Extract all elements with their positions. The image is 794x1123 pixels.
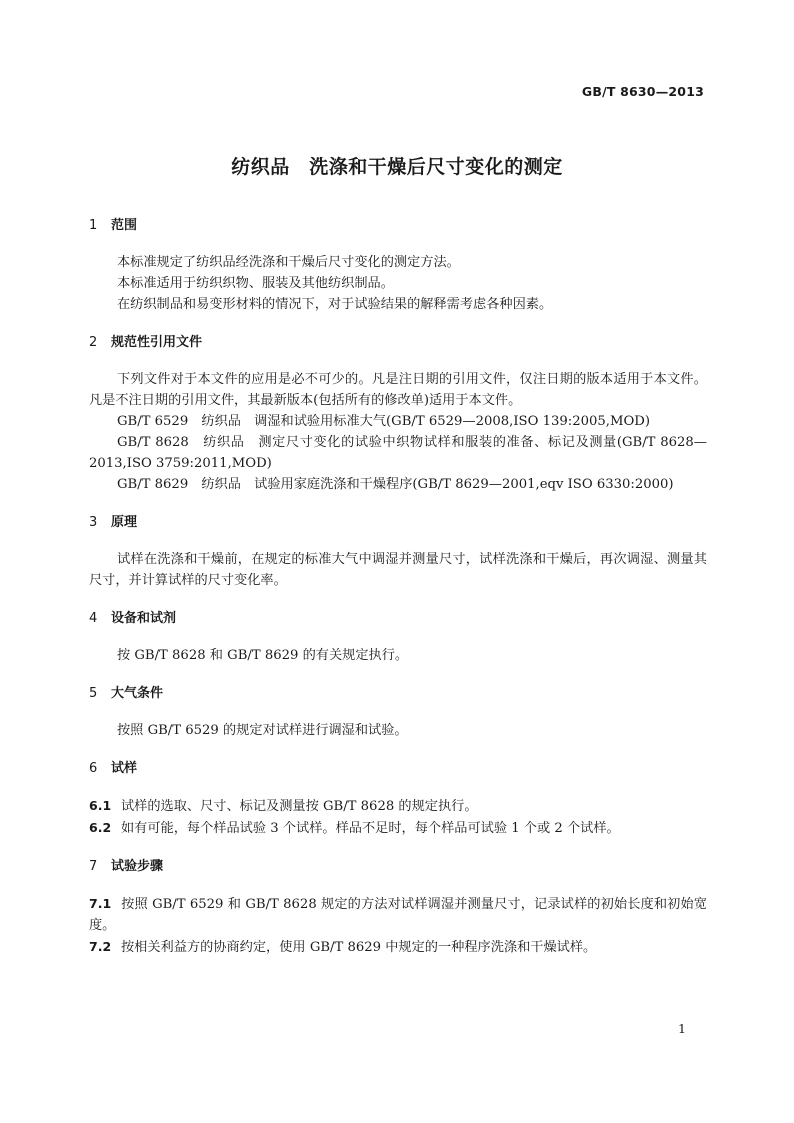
clause-number: 7.1 bbox=[89, 896, 112, 911]
reference-item: GB/T 6529 纺织品 调湿和试验用标准大气(GB/T 6529—2008,ISO 139:2005,MOD) bbox=[117, 414, 650, 429]
paragraph: 按照 GB/T 6529 的规定对试样进行调湿和试验。 bbox=[117, 723, 408, 738]
paragraph: 下列文件对于本文件的应用是必不可少的。凡是注日期的引用文件，仅注日期的版本适用于本文件。凡是不注日期的引用文件，其最新版本(包括所有的修改单)适用于本文件。 bbox=[89, 372, 707, 408]
reference-item: GB/T 8629 纺织品 试验用家庭洗涤和干燥程序(GB/T 8629—2001,eqv ISO 6330:2000) bbox=[117, 477, 674, 492]
paragraph: 在纺织制品和易变形材料的情况下，对于试验结果的解释需考虑各种因素。 bbox=[117, 297, 553, 312]
section-number: 6 bbox=[89, 761, 98, 776]
clause-text: 按相关利益方的协商约定，使用 GB/T 8629 中规定的一种程序洗涤和干燥试样。 bbox=[121, 940, 597, 955]
clause-item bbox=[89, 795, 707, 817]
document-title: 纺织品 洗涤和干燥后尺寸变化的测定 bbox=[231, 156, 563, 178]
clause-text: 按照 GB/T 6529 和 GB/T 8628 规定的方法对试样调湿并测量尺寸，记录试样的初始长度和初始宽度。 bbox=[89, 897, 707, 933]
clause-item bbox=[89, 893, 707, 936]
section-title: 原理 bbox=[111, 515, 138, 530]
section-number: 5 bbox=[89, 686, 98, 701]
section-number: 7 bbox=[89, 859, 98, 874]
clause-item bbox=[89, 817, 707, 839]
section-title: 规范性引用文件 bbox=[111, 335, 203, 350]
section-heading-2 bbox=[89, 331, 707, 355]
clause-text: 试样的选取、尺寸、标记及测量按 GB/T 8628 的规定执行。 bbox=[121, 799, 478, 814]
section-title: 设备和试剂 bbox=[111, 611, 177, 626]
section-number: 3 bbox=[89, 515, 98, 530]
clause-text: 如有可能，每个样品试验 3 个试样。样品不足时，每个样品可试验 1 个或 2 个试样。 bbox=[121, 821, 620, 836]
section-title: 范围 bbox=[111, 218, 138, 233]
document-body bbox=[89, 214, 707, 958]
clause-number: 6.2 bbox=[89, 820, 112, 835]
paragraph: 试样在洗涤和干燥前，在规定的标准大气中调湿并测量尺寸，试样洗涤和干燥后，再次调湿、测量其尺寸，并计算试样的尺寸变化率。 bbox=[89, 552, 707, 588]
section-heading-3 bbox=[89, 511, 707, 535]
paragraph: 按 GB/T 8628 和 GB/T 8629 的有关规定执行。 bbox=[117, 648, 409, 663]
page-number: 1 bbox=[678, 1021, 686, 1036]
section-heading-1 bbox=[89, 214, 707, 238]
section-heading-7 bbox=[89, 855, 707, 879]
section-number: 2 bbox=[89, 335, 98, 350]
section-title: 试样 bbox=[111, 761, 138, 776]
section-number: 1 bbox=[89, 218, 98, 233]
section-title: 试验步骤 bbox=[111, 859, 164, 874]
reference-item: GB/T 8628 纺织品 测定尺寸变化的试验中织物试样和服装的准备、标记及测量(GB/T 8628—2013,ISO 3759:2011,MOD) bbox=[89, 435, 707, 471]
paragraph: 本标准规定了纺织品经洗涤和干燥后尺寸变化的测定方法。 bbox=[117, 255, 460, 270]
section-heading-4 bbox=[89, 607, 707, 631]
clause-number: 6.1 bbox=[89, 798, 112, 813]
paragraph: 本标准适用于纺织织物、服装及其他纺织制品。 bbox=[117, 276, 394, 291]
clause-number: 7.2 bbox=[89, 939, 112, 954]
section-title: 大气条件 bbox=[111, 686, 164, 701]
clause-item bbox=[89, 936, 707, 958]
standard-code: GB/T 8630—2013 bbox=[581, 84, 704, 99]
section-number: 4 bbox=[89, 611, 98, 626]
section-heading-6 bbox=[89, 757, 707, 781]
section-heading-5 bbox=[89, 682, 707, 706]
